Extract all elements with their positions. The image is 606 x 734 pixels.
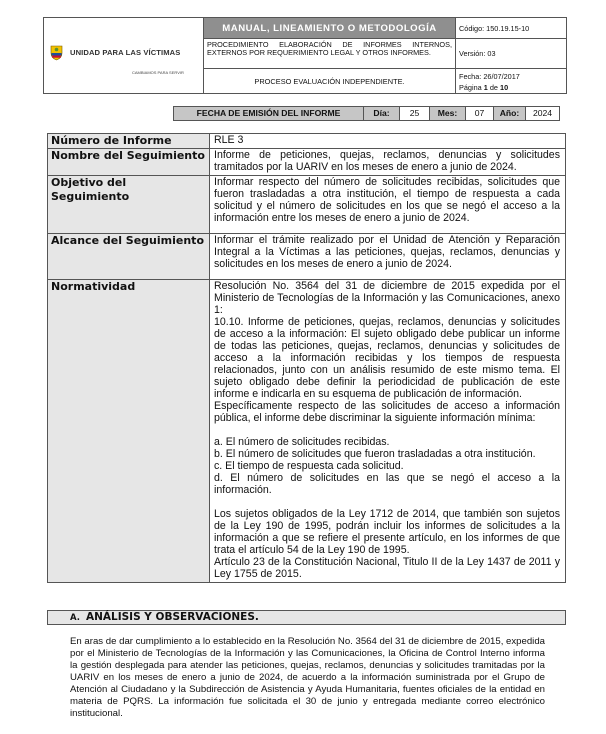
report-info-table [47,133,566,583]
section-a-title: ANÁLISIS Y OBSERVACIONES. [85,611,259,623]
numero-label: Número de Informe [48,134,210,149]
norm-paragraph-5: Artículo 23 de la Constitución Nacional, Titulo II de la Ley 1437 de 2011 y Ley 1755 de 2015. [214,556,560,580]
emission-label: FECHA DE EMISIÓN DEL INFORME [174,107,364,120]
norm-list-item-c: c. El tiempo de respuesta cada solicitud. [214,460,404,472]
page-total: 10 [500,83,509,92]
norm-list-item-a: a. El número de solicitudes recibidas. [214,436,390,448]
process-name: PROCESO EVALUACIÓN INDEPENDIENTE. [254,77,405,86]
logo-text: UNIDAD PARA LAS VÍCTIMAS [70,48,181,57]
section-a-heading [47,610,566,625]
doc-version: Versión: 03 [456,39,566,69]
normatividad-value [210,280,566,583]
header-middle [204,18,456,93]
nombre-value: Informe de peticiones, quejas, reclamos, denuncias y solicitudes tramitados por la UARIV en los meses de enero a junio de 2024. [210,149,566,176]
alcance-label: Alcance del Seguimiento [48,234,210,280]
normatividad-label: Normatividad [48,280,210,583]
row-alcance [48,234,566,280]
norm-paragraph-1: Resolución No. 3564 del 31 de diciembre de 2015 expedida por el Ministerio de Tecnologías de la Información y las Comunicaciones, anexo 1: [214,280,560,316]
row-normatividad [48,280,566,583]
doc-code: Código: 150.19.15-10 [456,18,566,39]
procedure-name: PROCEDIMIENTO ELABORACIÓN DE INFORMES INTERNOS, EXTERNOS POR REQUERIMIENTO LEGAL Y OTROS INFORMES. [204,39,455,69]
nombre-label: Nombre del Seguimiento [48,149,210,176]
alcance-value: Informar el trámite realizado por el Unidad de Atención y Reparación Integral a la Víctimas a las peticiones, quejas, reclamos, denuncias y solicitudes en los meses de enero a junio de 2024. [210,234,566,280]
norm-paragraph-3: Específicamente respecto de las solicitudes de acceso a información pública, el informe debe discriminar la siguiente información mínima: [214,400,560,424]
doc-type-title: MANUAL, LINEAMIENTO O METODOLOGÍA [204,18,455,39]
norm-list-item-b: b. El número de solicitudes que fueron trasladadas a otra institución. [214,448,536,460]
row-objetivo [48,176,566,234]
day-value: 25 [400,107,430,120]
norm-paragraph-4: Los sujetos obligados de la Ley 1712 de 2014, que también son sujetos de la Ley 190 de 1995, podrán incluir los informes de solicitudes a la información a que se refiere el presente artículo, en los informes de que trata el artículo 54 de la Ley 190 de 1995. [214,508,560,556]
header-logo-cell [44,18,204,93]
section-a-body: En aras de dar cumplimiento a lo establecido en la Resolución No. 3564 del 31 de diciembre de 2015, expedida por el Ministerio de Tecnologías de la Información y las Comunicaciones, la Oficina de Control Interno informa la gestión desplegada para atender las peticiones, quejas, reclamos, denuncias y solicitudes tramitadas por la UARIV en los meses de enero a junio de 2024, de acuerdo a la información suministrada por el Grupo de Atención al Ciudadano y la Subdirección de Asistencia y Ayuda Humanitaria, fuentes oficiales de la entidad en materia de PQRS. La información fue solicitada el 30 de junio y entregada mediante correo electrónico institucional. [70,636,545,719]
day-label: Día: [364,107,400,120]
logo-subtitle: CAMBIAMOS PARA SERVIR [132,70,184,75]
row-nombre [48,149,566,176]
month-label: Mes: [430,107,466,120]
page-de: de [489,83,498,92]
page-indicator [459,82,566,93]
doc-date: Fecha: 26/07/2017 [459,72,520,81]
doc-date-page [456,69,566,93]
numero-value: RLE 3 [210,134,566,149]
colombia-crest-icon [50,44,63,61]
norm-list-item-d: d. El número de solicitudes en las que se negó el acceso a la información. [214,472,560,496]
emission-date-row [173,106,560,121]
norm-paragraph-2: 10.10. Informe de peticiones, quejas, reclamos, denuncias y solicitudes de acceso a la información: El sujeto obligado debe publicar un informe de todas las peticiones, quejas, reclamos, denuncias y solicitudes de acceso a la información recibidas y los tiempos de respuesta relacionados, junto con un análisis resumido de este mismo tema. El sujeto obligado debe definir la periodicidad de publicación de este informe e indicarla en su esquema de publicación de información. [214,316,560,400]
section-a-letter: A. [70,613,80,623]
month-value: 07 [466,107,494,120]
page-word: Página [459,83,482,92]
page-number: 1 [483,83,488,92]
document-header [43,17,567,94]
header-meta [456,18,566,93]
row-numero [48,134,566,149]
objetivo-label: Objetivo del Seguimiento [48,176,210,234]
year-label: Año: [494,107,526,120]
year-value: 2024 [532,108,553,118]
objetivo-value: Informar respecto del número de solicitudes recibidas, solicitudes que fueron trasladadas a otra institución, el tiempo de respuesta a cada solicitud y el número de solicitudes en los que se negó el acceso a la información entre los meses de enero a junio de 2024. [210,176,566,234]
